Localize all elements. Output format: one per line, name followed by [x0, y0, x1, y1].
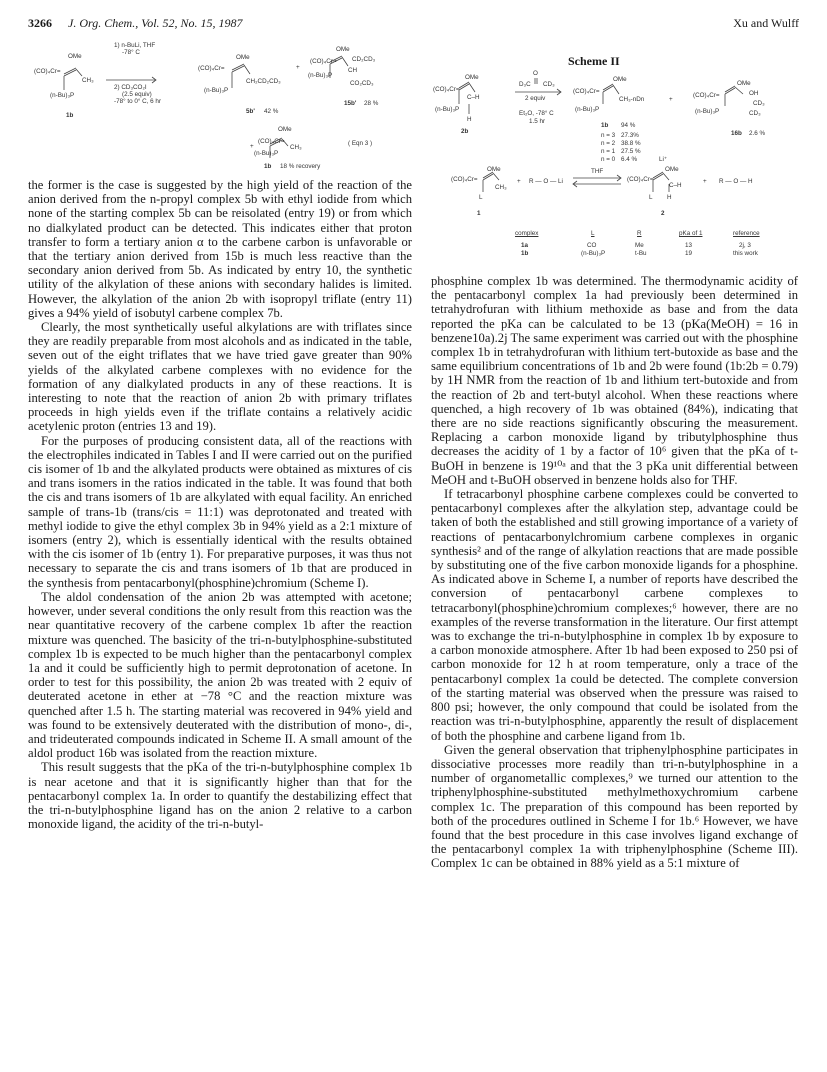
journal-citation: J. Org. Chem., Vol. 52, No. 15, 1987 [68, 16, 243, 30]
s2-cond-2: Et₂O, -78° C [519, 110, 554, 117]
s2-p1-ome: OMe [613, 76, 627, 83]
td-0-0: 1a [521, 242, 529, 249]
td-1-1: (n-Bu)₃P [581, 250, 606, 257]
s2-p1-label: 1b [601, 122, 609, 129]
p3-cr: (CO)₄Cr= [258, 138, 285, 145]
dist-n-3: n = 0 [601, 156, 616, 163]
r-pbu: (n-Bu)₃P [50, 92, 75, 99]
cond-4: (2.5 equiv) [122, 91, 152, 98]
dist-pct-2: 27.5 % [621, 148, 641, 155]
eq2-r-l: L [649, 194, 653, 201]
td-0-1: CO [587, 242, 597, 249]
p1-yield: 42 % [264, 108, 279, 115]
right-column [431, 274, 798, 871]
p2-ch: CH [348, 67, 358, 74]
s2-r-cr: (CO)₄Cr= [433, 86, 460, 93]
td-0-2: Me [635, 242, 644, 249]
left-paragraph-2: Clearly, the most synthetically useful alkylations are with triflates since they are readily preparable from most alcohols and as indicated in the table, seven out of the eight triflates that we have tried gave greater than 90% yields of the alkylated carbene complexes with no evidence for the formation of any dialkylated products in any of these reactions. It is interesting to note that the reaction of anion 2b with primary triflates proceeds in high yields even if the triflate contains a relatively acidic acetylenic proton (entries 13 and 19). [28, 320, 412, 434]
right-paragraph-1: phosphine complex 1b was determined. The thermodynamic acidity of the pentacarbonyl complex 1a had previously been determined in tetrahydrofuran with lithium methoxide as base and from the data reported the pKa can be calculated to be 13 (pKa(MeOH) = 16 in benzene10a).2j The same experiment was carried out with the phosphine complex 1b in tetrahydrofuran with lithium tert-butoxide as base and the same equilibrium concentrations of 1b and 2b were found (1b:2b = 0.79) by 1H NMR from the reaction of 1b and lithium tert-butoxide and from the reaction of 2b and tert-butyl alcohol. When these reactions where quenched, a high recovery of 1b was obtained (84%), indicating that there are no side reactions significantly obscuring the measurement. Replacing a carbon monoxide ligand by tributylphosphine thus decreases the acidity of 1 by a factor of 10⁶ given that the pKa of t-BuOH in benzene is 19¹⁰ᵃ and that the 3 pKa unit differential between MeOH and t-BuOH observed in benzene holds also for THF. [431, 274, 798, 487]
s2-p2-cd3b: CD₃ [749, 110, 761, 117]
th-ref: reference [733, 230, 760, 237]
s2-cond-1: 2 equiv [525, 95, 546, 102]
td-1-2: t-Bu [635, 250, 647, 257]
p2-ome: OMe [336, 46, 350, 53]
p1-pbu: (n-Bu)₃P [204, 87, 229, 94]
s2-reag-o: O [533, 70, 538, 77]
eq2-plus-1: + [517, 178, 521, 185]
td-1-0: 1b [521, 250, 529, 257]
s2-p2-label: 16b [731, 130, 742, 137]
s2-reag-d3c: D₃C [519, 81, 531, 88]
r-ome: OMe [68, 53, 82, 60]
s2-p2-cr: (CO)₄Cr= [693, 92, 720, 99]
dist-n-1: n = 2 [601, 140, 616, 147]
dist-pct-0: 27.3% [621, 132, 639, 139]
right-paragraph-2: If tetracarbonyl phosphine carbene complexes could be converted to pentacarbonyl complexes after the alkylation step, advantage could be taken of both the established and still growing importance of a variety of reactions of pentacarbonylchromium carbene complexes in organic synthesis² and of the range of alkylation reactions that are made possible by substituting one of the five carbon monoxide ligands for a phosphine. As indicated above in Scheme I, a number of reports have described the conversion of pentacarbonyl carbene complexes to tetracarbonyl(phosphine)chromium complexes;⁶ however, there are no examples of the reverse transformation in the literature. Our first attempt was to exchange the tri-n-butylphosphine in complex 1b by exposure to a carbon monoxide atmosphere. After 1b had been exposed to 250 psi of carbon monoxide for 12 h at room temperature, only a trace of the pentacarbonyl complex 1a could be detected. The complete conversion of the starting material was observed when the pressure was raised to 800 psi; however, the only compound that could be isolated from the reaction was tri-n-butylphosphine, apparently the result of displacement of both the phosphine and carbene ligand from 1b. [431, 487, 798, 743]
left-paragraph-4: The aldol condensation of the anion 2b was attempted with acetone; however, under several conditions the only result from this reaction was the near quantitative recovery of the carbene complex 1b after the reaction mixture was quenched. The basicity of the tri-n-butylphosphine-substituted complex 1b is expected to be much higher than the pentacarbonyl complex 1a and it could be sufficiently high to permit deprotonation of acetone. In order to test for this possibility, the anion 2b was treated with 2 equiv of deuterated acetone in ether at −78 °C and the reaction mixture was quenched after 1.5 h. The starting material was recovered in 94% yield and was found to be extensively deuterated with the distribution of mono-, di-, and trideuterated compounds indicated in Scheme II. A small amount of the aldol product 16b was isolated from the reaction mixture. [28, 589, 412, 761]
eq2-r-label: 2 [661, 210, 665, 217]
p3-label: 1b [264, 163, 272, 170]
s2-p2-ome: OMe [737, 80, 751, 87]
eq2-l-cr: (CO)₄Cr= [451, 176, 478, 183]
eq2-r-li: Li⁺ [659, 156, 668, 163]
s2-r-ome: OMe [465, 74, 479, 81]
cond-3: 2) CD₃CO₂I [114, 84, 147, 91]
s2-p2-cd3a: CD₃ [753, 100, 765, 107]
p1-chain: CH₂CD₂CD₃ [246, 78, 281, 85]
td-0-4: 2j, 3 [739, 242, 751, 249]
right-paragraph-3: Given the general observation that triphenylphosphine participates in dissociative processes more readily than tri-n-butylphosphine in a number of organometallic complexes,⁹ we turned our attention to the triphenylphosphine-substituted methylmethoxychromium carbene complex 1c. The preparation of this compound has been reported by both of the procedures outlined in Scheme I for 1b.⁶ However, we have found that the best procedure in this case involves ligand exchange of the pentacarbonyl complex 1a with triphenylphosphine (Scheme III). Complex 1c can be obtained in 88% yield as a 5:1 mixture of [431, 742, 798, 871]
p3-pbu: (n-Bu)₃P [254, 150, 279, 157]
page-number: 3266 [28, 16, 52, 30]
dist-n-0: n = 3 [601, 132, 616, 139]
s2-p2-pbu: (n-Bu)₃P [695, 108, 720, 115]
p3-ome: OMe [278, 126, 292, 133]
eq2-r-cr: (CO)₄Cr= [627, 176, 654, 183]
td-1-4: this work [733, 250, 758, 257]
left-paragraph-5: This result suggests that the pKa of the tri-n-butylphosphine complex 1b is near acetone and that it is significantly higher than that for the pentacarbonyl complex 1a. In order to quantify the destabilizing effect that the tri-n-butylphosphine ligand has on the anion 2 relative to a carbon monoxide ligand, the acidity of the tri-n-butyl- [28, 760, 412, 832]
s2-p1-pbu: (n-Bu)₃P [575, 106, 600, 113]
s2-p2-yield: 2.6 % [749, 130, 766, 137]
s2-r-pbu: (n-Bu)₃P [435, 106, 460, 113]
authors: Xu and Wulff [733, 16, 799, 30]
left-paragraph-3: For the purposes of producing consistent data, all of the reactions with the electrophiles indicated in Tables I and II were carried out on the purified cis isomer of 1b and the alkylated products were obtained as mixtures of cis and trans isomers in the ratios indicated in the table. It was found that both the cis and trans isomers of 1b are alkylated with equal facility. An enriched sample of trans-1b (trans/cis = 11:1) was deprotonated and treated with methyl iodide to give the ethyl complex 3b in 94% yield as a 2:1 mixture of isomers (entry 2), which is essentially identical with the results obtained with the cis isomer of 1b (entry 1). For preparative purposes, it was thus not necessary to separate the cis and trans isomers of 1b that are produced in the synthesis from pentacarbonyl(phosphine)chromium (Scheme I). [28, 433, 412, 590]
p2-label: 15b' [344, 100, 357, 107]
plus-1: + [296, 64, 300, 71]
s2-plus: + [669, 96, 673, 103]
scheme-eqn-3 [28, 40, 412, 170]
scheme-ii [431, 70, 798, 270]
dist-pct-1: 38.8 % [621, 140, 641, 147]
p2-cr: (CO)₄Cr= [310, 58, 337, 65]
s2-cond-3: 1.5 hr [529, 118, 546, 125]
running-header [28, 16, 799, 34]
p3-yield: 18 % recovery [280, 163, 321, 170]
eq2-r-ch: C–H [669, 182, 682, 189]
s2-p1-yield: 94 % [621, 122, 636, 129]
eq2-l-l: L [479, 194, 483, 201]
r-ch3: CH₃ [82, 77, 94, 84]
s2-r-label: 2b [461, 128, 469, 135]
th-complex: complex [515, 230, 539, 237]
left-paragraph-1: the former is the case is suggested by the high yield of the reaction of the anion derived from the n-propyl complex 5b with ethyl iodide from which none of the starting complex 5b can be reisolated (entry 19) or from which no dialkylated product can be detected. This indicates either that proton transfer to form a tertiary anion α to the carbene carbon is unfavorable or that the tertiary anion derived from 15b is much less reactive than the secondary anion derived from 5b. As indicated by entry 10, the synthetic utility of the alkylation of these anions with secondary halides is limited. However, the alkylation of the anion 2b with isopropyl triflate (entry 11) gives a 94% yield of isobutyl carbene complex 7b. [28, 178, 412, 320]
eqn-label: ( Eqn 3 ) [348, 140, 373, 147]
p1-label: 5b' [246, 108, 255, 115]
dist-pct-3: 6.4 % [621, 156, 638, 163]
th-r: R [637, 230, 642, 237]
eq2-l-ch3: CH₃ [495, 184, 507, 191]
p2-cd2: CD₂CD₃ [352, 56, 376, 63]
scheme-ii-title: Scheme II [568, 54, 620, 68]
p2-pbu: (n-Bu)₃P [308, 72, 333, 79]
r-cr: (CO)₄Cr= [34, 68, 61, 75]
s2-reag-cd3: CD₃ [543, 81, 555, 88]
p1-ome: OMe [236, 54, 250, 61]
s2-r-ch: C–H [467, 94, 480, 101]
s2-p1-cr: (CO)₄Cr= [573, 88, 600, 95]
cond-1: 1) n-BuLi, THF [114, 42, 156, 49]
eq2-solvent: THF [591, 168, 604, 175]
td-1-3: 19 [685, 250, 693, 257]
eq2-r-ome: OMe [665, 166, 679, 173]
eq2-plus-2: + [703, 178, 707, 185]
th-pka: pKa of 1 [679, 230, 703, 237]
eq2-l-ome: OMe [487, 166, 501, 173]
eq2-product: R — O — H [719, 178, 753, 185]
eq2-reagent: R — O — Li [529, 178, 563, 185]
dist-n-2: n = 1 [601, 148, 616, 155]
th-l: L [591, 230, 595, 237]
r-label: 1b [66, 112, 74, 119]
cond-5: -78° to 0° C, 6 hr [114, 98, 162, 105]
p2-co2: CO₂CD₃ [350, 80, 374, 87]
td-0-3: 13 [685, 242, 693, 249]
s2-p2-oh: OH [749, 90, 759, 97]
eq2-r-h: H [667, 194, 672, 201]
cond-2: -78° C [122, 49, 140, 56]
p2-yield: 28 % [364, 100, 379, 107]
s2-r-h: H [467, 116, 472, 123]
p3-ch3: CH₃ [290, 144, 302, 151]
p1-cr: (CO)₄Cr= [198, 65, 225, 72]
plus-2: + [250, 143, 254, 150]
left-column [28, 178, 412, 831]
eq2-l-label: 1 [477, 210, 481, 217]
s2-p1-chain: CH₃-nDn [619, 96, 645, 103]
